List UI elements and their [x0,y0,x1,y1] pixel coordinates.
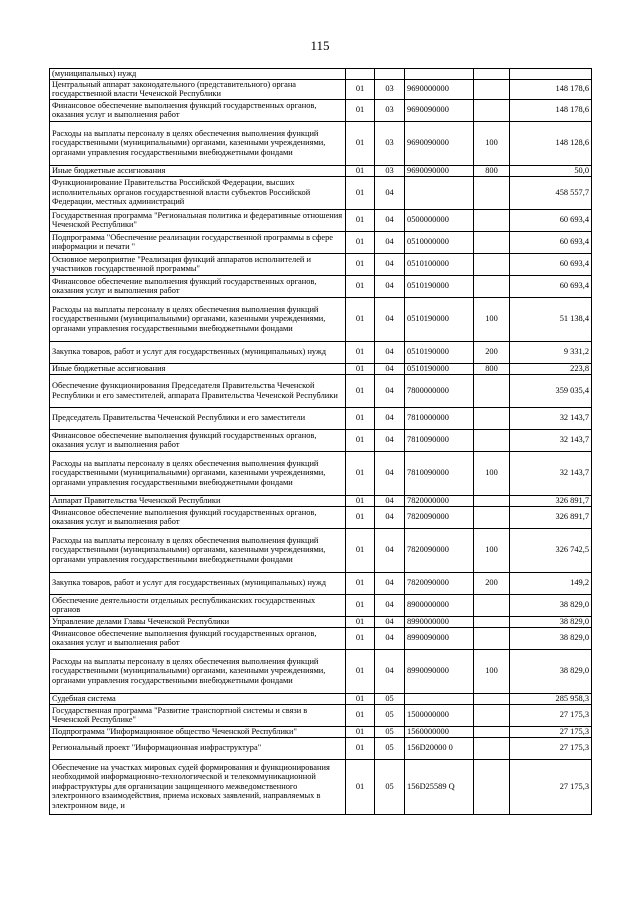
row-subsection-cell: 04 [375,572,405,594]
row-amount-cell: 27 175,3 [510,737,592,759]
row-target-article-cell [405,176,474,209]
table-row [50,209,592,231]
row-name-cell: Финансовое обеспечение выполнения функций государственных органов, оказания услуг и выполнения работ [50,275,346,297]
table-row [50,176,592,209]
row-section-cell: 01 [346,79,375,99]
row-expense-type-cell [474,275,510,297]
row-target-article-cell: 7810090000 [405,451,474,495]
row-section-cell: 01 [346,704,375,726]
table-row [50,726,592,737]
row-expense-type-cell [474,616,510,627]
row-amount-cell: 148 178,6 [510,99,592,121]
row-name-cell: Председатель Правительства Чеченской Республики и его заместители [50,407,346,429]
table-row [50,627,592,649]
table-row [50,165,592,176]
row-section-cell: 01 [346,693,375,704]
table-row [50,594,592,616]
row-name-cell: Судебная система [50,693,346,704]
row-name-cell: Обеспечение функционирования Председателя Правительства Чеченской Республики и его заместителей, аппарата Правительства Чеченской Республики [50,374,346,407]
table-row [50,363,592,374]
row-subsection-cell: 05 [375,693,405,704]
row-amount-cell: 326 891,7 [510,495,592,506]
row-expense-type-cell [474,374,510,407]
row-target-article-cell: 1500000000 [405,704,474,726]
table-row [50,693,592,704]
row-name-cell: Подпрограмма "Информационное общество Чеченской Республики" [50,726,346,737]
row-target-article-cell [405,693,474,704]
row-section-cell: 01 [346,363,375,374]
row-expense-type-cell [474,176,510,209]
row-amount-cell [510,69,592,80]
row-target-article-cell: 8990090000 [405,627,474,649]
row-subsection-cell: 03 [375,121,405,165]
row-section-cell: 01 [346,341,375,363]
table-row [50,616,592,627]
row-subsection-cell: 04 [375,253,405,275]
row-expense-type-cell [474,737,510,759]
row-amount-cell: 148 178,6 [510,79,592,99]
row-subsection-cell: 04 [375,275,405,297]
row-amount-cell: 38 829,0 [510,616,592,627]
row-expense-type-cell: 800 [474,165,510,176]
row-name-cell: Подпрограмма "Обеспечение реализации государственной программы в сфере информации и печати " [50,231,346,253]
row-subsection-cell: 04 [375,506,405,528]
row-section-cell: 01 [346,121,375,165]
row-name-cell: Расходы на выплаты персоналу в целях обеспечения выполнения функций государственными (муниципальными) органами, казенными учреждениями, органами управления государственными внебюджетными фондами [50,649,346,693]
row-amount-cell: 51 138,4 [510,297,592,341]
row-name-cell: Закупка товаров, работ и услуг для государственных (муниципальных) нужд [50,341,346,363]
row-expense-type-cell [474,429,510,451]
row-subsection-cell: 04 [375,627,405,649]
table-row [50,506,592,528]
row-name-cell: Управление делами Главы Чеченской Республики [50,616,346,627]
row-subsection-cell: 04 [375,297,405,341]
row-section-cell: 01 [346,99,375,121]
row-target-article-cell [405,69,474,80]
table-row [50,275,592,297]
row-subsection-cell: 05 [375,737,405,759]
table-row [50,737,592,759]
row-section-cell: 01 [346,495,375,506]
row-name-cell: Аппарат Правительства Чеченской Республики [50,495,346,506]
row-section-cell: 01 [346,528,375,572]
row-amount-cell: 285 958,3 [510,693,592,704]
row-expense-type-cell [474,693,510,704]
row-subsection-cell: 04 [375,495,405,506]
row-subsection-cell: 04 [375,363,405,374]
row-subsection-cell: 04 [375,451,405,495]
row-amount-cell: 223,8 [510,363,592,374]
row-amount-cell: 32 143,7 [510,429,592,451]
row-name-cell: Государственная программа "Развитие транспортной системы и связи в Чеченской Республике" [50,704,346,726]
table-row [50,572,592,594]
row-amount-cell: 27 175,3 [510,726,592,737]
page-number: 115 [310,38,330,53]
row-name-cell: Финансовое обеспечение выполнения функций государственных органов, оказания услуг и выполнения работ [50,429,346,451]
row-expense-type-cell [474,69,510,80]
row-name-cell: Иные бюджетные ассигнования [50,363,346,374]
row-name-cell: Финансовое обеспечение выполнения функций государственных органов, оказания услуг и выполнения работ [50,506,346,528]
row-section-cell: 01 [346,231,375,253]
row-section-cell: 01 [346,165,375,176]
row-section-cell: 01 [346,649,375,693]
row-expense-type-cell [474,506,510,528]
row-amount-cell: 32 143,7 [510,407,592,429]
row-section-cell: 01 [346,275,375,297]
row-subsection-cell: 03 [375,165,405,176]
row-expense-type-cell: 800 [474,363,510,374]
table-row [50,297,592,341]
row-target-article-cell: 7800000000 [405,374,474,407]
table-row [50,528,592,572]
budget-table [49,68,592,815]
row-expense-type-cell: 100 [474,121,510,165]
table-row [50,79,592,99]
row-subsection-cell: 04 [375,616,405,627]
row-amount-cell: 38 829,0 [510,594,592,616]
table-row [50,253,592,275]
row-expense-type-cell [474,209,510,231]
row-subsection-cell [375,69,405,80]
row-name-cell: Государственная программа "Региональная политика и федеративные отношения Чеченской Республики" [50,209,346,231]
row-section-cell: 01 [346,176,375,209]
row-name-cell: Закупка товаров, работ и услуг для государственных (муниципальных) нужд [50,572,346,594]
table-row [50,429,592,451]
row-target-article-cell: 8990090000 [405,649,474,693]
row-expense-type-cell: 100 [474,649,510,693]
row-target-article-cell: 9690090000 [405,121,474,165]
row-target-article-cell: 0500000000 [405,209,474,231]
row-amount-cell: 9 331,2 [510,341,592,363]
row-target-article-cell: 7820090000 [405,506,474,528]
row-section-cell: 01 [346,407,375,429]
row-section-cell: 01 [346,737,375,759]
row-section-cell: 01 [346,627,375,649]
row-expense-type-cell [474,407,510,429]
row-expense-type-cell [474,495,510,506]
row-section-cell: 01 [346,594,375,616]
row-amount-cell: 149,2 [510,572,592,594]
row-target-article-cell: 0510100000 [405,253,474,275]
row-expense-type-cell: 200 [474,341,510,363]
row-subsection-cell: 04 [375,341,405,363]
row-name-cell: Основное мероприятие "Реализация функций аппаратов исполнителей и участников государственной программы" [50,253,346,275]
row-expense-type-cell: 200 [474,572,510,594]
row-target-article-cell: 8900000000 [405,594,474,616]
table-row [50,495,592,506]
row-amount-cell: 60 693,4 [510,209,592,231]
row-target-article-cell: 8990000000 [405,616,474,627]
row-section-cell: 01 [346,726,375,737]
row-subsection-cell: 03 [375,99,405,121]
row-section-cell: 01 [346,374,375,407]
row-amount-cell: 60 693,4 [510,275,592,297]
row-target-article-cell: 7820090000 [405,528,474,572]
table-row [50,341,592,363]
row-name-cell: Расходы на выплаты персоналу в целях обеспечения выполнения функций государственными (муниципальными) органами, казенными учреждениями, органами управления государственными внебюджетными фондами [50,297,346,341]
table-row [50,759,592,814]
row-target-article-cell: 9690090000 [405,165,474,176]
row-amount-cell: 326 891,7 [510,506,592,528]
row-section-cell: 01 [346,209,375,231]
row-target-article-cell: 156D20000 0 [405,737,474,759]
row-section-cell: 01 [346,253,375,275]
table-row [50,451,592,495]
row-subsection-cell: 04 [375,374,405,407]
row-name-cell: Функционирование Правительства Российской Федерации, высших исполнительных органов государственной власти субъектов Российской Федерации, местных администраций [50,176,346,209]
row-expense-type-cell: 100 [474,528,510,572]
table-row [50,649,592,693]
row-target-article-cell: 0510190000 [405,341,474,363]
row-name-cell: Расходы на выплаты персоналу в целях обеспечения выполнения функций государственными (муниципальными) органами, казенными учреждениями, органами управления государственными внебюджетными фондами [50,528,346,572]
row-section-cell: 01 [346,506,375,528]
row-subsection-cell: 04 [375,429,405,451]
row-expense-type-cell: 100 [474,451,510,495]
row-subsection-cell: 05 [375,704,405,726]
row-amount-cell: 27 175,3 [510,759,592,814]
row-subsection-cell: 04 [375,231,405,253]
row-name-cell: Обеспечение деятельности отдельных республиканских государственных органов [50,594,346,616]
row-name-cell: Центральный аппарат законодательного (представительного) органа государственной власти Чеченской Республики [50,79,346,99]
row-target-article-cell: 0510000000 [405,231,474,253]
row-expense-type-cell [474,253,510,275]
row-target-article-cell: 1560000000 [405,726,474,737]
row-name-cell: Финансовое обеспечение выполнения функций государственных органов, оказания услуг и выполнения работ [50,627,346,649]
row-name-cell: Расходы на выплаты персоналу в целях обеспечения выполнения функций государственными (муниципальными) органами, казенными учреждениями, органами управления государственными внебюджетными фондами [50,451,346,495]
row-section-cell: 01 [346,616,375,627]
table-row [50,99,592,121]
row-subsection-cell: 04 [375,407,405,429]
row-amount-cell: 60 693,4 [510,253,592,275]
row-section-cell: 01 [346,429,375,451]
row-amount-cell: 38 829,0 [510,627,592,649]
row-expense-type-cell [474,594,510,616]
row-amount-cell: 27 175,3 [510,704,592,726]
table-row [50,121,592,165]
row-amount-cell: 359 035,4 [510,374,592,407]
row-expense-type-cell: 100 [474,297,510,341]
row-subsection-cell: 04 [375,594,405,616]
row-target-article-cell: 0510190000 [405,297,474,341]
row-amount-cell: 60 693,4 [510,231,592,253]
row-subsection-cell: 04 [375,176,405,209]
row-name-cell: Расходы на выплаты персоналу в целях обеспечения выполнения функций государственными (муниципальными) органами, казенными учреждениями, органами управления государственными внебюджетными фондами [50,121,346,165]
row-subsection-cell: 04 [375,649,405,693]
row-target-article-cell: 9690000000 [405,79,474,99]
row-name-cell: Обеспечение на участках мировых судей формирования и функционирования необходимой информационно-технологической и телекоммуникационной инфраструктуры для организации защищенного межведомственного электронного взаимодействия, приема исковых заявлений, направляемых в электронном виде, и [50,759,346,814]
row-target-article-cell: 0510190000 [405,275,474,297]
row-subsection-cell: 04 [375,528,405,572]
row-section-cell: 01 [346,297,375,341]
row-expense-type-cell [474,79,510,99]
row-target-article-cell: 0510190000 [405,363,474,374]
row-subsection-cell: 03 [375,79,405,99]
row-amount-cell: 50,0 [510,165,592,176]
row-expense-type-cell [474,759,510,814]
row-subsection-cell: 04 [375,209,405,231]
row-amount-cell: 32 143,7 [510,451,592,495]
table-row [50,407,592,429]
row-expense-type-cell [474,231,510,253]
row-section-cell: 01 [346,451,375,495]
row-section-cell [346,69,375,80]
table-row [50,704,592,726]
row-amount-cell: 38 829,0 [510,649,592,693]
row-expense-type-cell [474,726,510,737]
row-name-cell: (муниципальных) нужд [50,69,346,80]
row-target-article-cell: 7810000000 [405,407,474,429]
table-row [50,374,592,407]
row-name-cell: Финансовое обеспечение выполнения функций государственных органов, оказания услуг и выполнения работ [50,99,346,121]
row-target-article-cell: 7810090000 [405,429,474,451]
row-subsection-cell: 05 [375,726,405,737]
row-expense-type-cell [474,704,510,726]
row-section-cell: 01 [346,759,375,814]
row-name-cell: Иные бюджетные ассигнования [50,165,346,176]
row-target-article-cell: 7820090000 [405,572,474,594]
row-target-article-cell: 9690090000 [405,99,474,121]
row-subsection-cell: 05 [375,759,405,814]
row-section-cell: 01 [346,572,375,594]
table-row [50,69,592,80]
row-name-cell: Региональный проект "Информационная инфраструктура" [50,737,346,759]
row-amount-cell: 326 742,5 [510,528,592,572]
row-expense-type-cell [474,99,510,121]
row-expense-type-cell [474,627,510,649]
row-amount-cell: 458 557,7 [510,176,592,209]
row-target-article-cell: 7820000000 [405,495,474,506]
row-amount-cell: 148 128,6 [510,121,592,165]
row-target-article-cell: 156D25589 Q [405,759,474,814]
table-row [50,231,592,253]
